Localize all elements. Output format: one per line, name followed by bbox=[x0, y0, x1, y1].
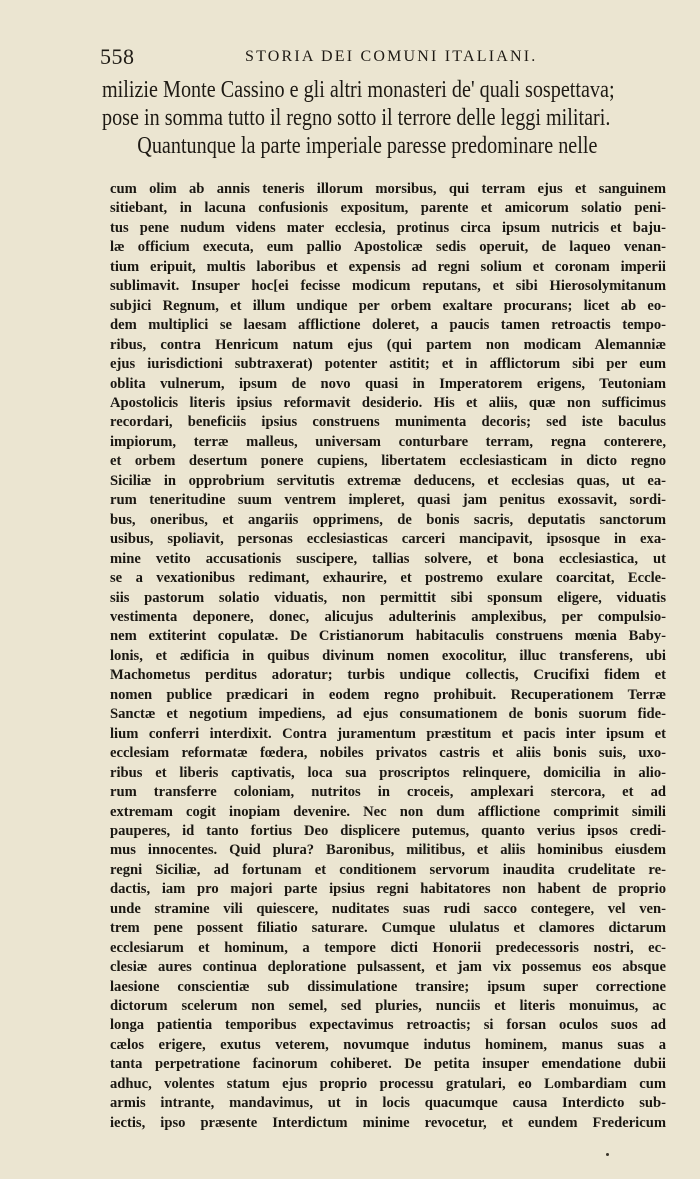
footnote-line: pauperes, id tanto fortius Deo displicere putemus, quanto verius ipsos credi- bbox=[110, 822, 666, 839]
footnote-line: armis intrante, mandavimus, ut in locis quacumque causa Interdicto sub- bbox=[110, 1095, 666, 1112]
footnote-line: recordari, beneficiis ipsius construens munimenta decoris; sed iste baculus bbox=[110, 414, 666, 431]
page-header bbox=[100, 44, 640, 74]
footnote-line: oblita vulnerum, ipsum de novo quasi in Imperatorem erigens, Teutoniam bbox=[110, 375, 666, 392]
footnote-line: vestimenta deponere, donec, alicujus adulterinis amplexibus, per compulsio- bbox=[110, 608, 666, 625]
footnote-line: regni Siciliæ, ad fortunam et conditionem servorum inaudita crudelitate re- bbox=[110, 861, 666, 878]
footnote-line: lium conferri interdixit. Contra juramentum præstitum et pacis inter ipsum et bbox=[110, 725, 666, 742]
footnote-line: usibus, spoliavit, personas ecclesiasticas carceri mancipavit, ipsosque in exa- bbox=[110, 531, 666, 548]
footnote-line: ecclesiam reformatæ fœdera, nobiles privatos castris et aliis bonis suis, uxo- bbox=[110, 745, 666, 762]
footnote-line: dem multiplici se laesam afflictione doleret, a paucis tamen retroactis tempo- bbox=[110, 317, 666, 334]
footnote-line: longa patientia temporibus expectavimus retroactis; si forsan oculos suos ad bbox=[110, 1017, 666, 1034]
footnote-line: dactis, iam pro majori parte ipsius regni habitatores non habent de proprio bbox=[110, 881, 666, 898]
footnote-line: tium eripuit, multis laboribus et expensis ad regni solium et coronam imperii bbox=[110, 258, 666, 275]
footnote-line: unde stramine vili quiescere, nuditates suas rudi sacco contegere, vel ven- bbox=[110, 900, 666, 917]
footnote-line: Apostolicis literis ipsius reformavit desiderio. His et aliis, quæ non sufficimus bbox=[110, 394, 666, 411]
footnote-line: nomen publice prædicari in eodem regno prohibuit. Recuperationem Terræ bbox=[110, 686, 666, 703]
footnote-line: mus innocentes. Quid plura? Baronibus, militibus, et aliis hominibus eiusdem bbox=[110, 842, 666, 859]
footnote bbox=[110, 180, 666, 1133]
footnote-line: nem extiterint copulatæ. De Cristianorum habitaculis construens mœnia Baby- bbox=[110, 628, 666, 645]
footnote-line: laesione conscientiæ sub dissimulatione transire; ipsum super correctione bbox=[110, 978, 666, 995]
footnote-line: iectis, ipso præsente Interdictum minime revocetur, et eundem Fredericum bbox=[110, 1114, 666, 1131]
main-text-line: milizie Monte Cassino e gli altri monasteri de' quali sospettava; bbox=[102, 77, 615, 103]
footnote-line: mine vetito accusationis suscipere, tallias solvere, et bona ecclesiastica, ut bbox=[110, 550, 666, 567]
footnote-line: cum olim ab annis teneris illorum morsibus, qui terram ejus et sanguinem bbox=[110, 181, 666, 197]
footnote-line: extremam cogit inopiam devenire. Nec non dum afflictione comprimit simili bbox=[110, 803, 666, 820]
footnote-line: ribus, contra Henricum natum ejus (qui partem non modicam Alemanniæ bbox=[110, 336, 666, 353]
footnote-line: Machometus perditus adoratur; turbis undique collectis, Crucifixi fidem et bbox=[110, 667, 666, 684]
footnote-line: se a vexationibus redimant, exhaurire, et postremo exulare coarcitat, Eccle- bbox=[110, 570, 666, 587]
footnote-line: subjici Regnum, et illum undique per orbem exaltare procurans; licet ab eo- bbox=[110, 297, 666, 314]
footnote-line: tus pene nudum videns mater ecclesia, protinus circa ipsum nutricis et baju- bbox=[110, 219, 666, 236]
running-title: STORIA DEI COMUNI ITALIANI. bbox=[245, 48, 538, 65]
main-text-line: Quantunque la parte imperiale paresse predominare nelle bbox=[137, 133, 598, 159]
footnote-line: rum teneritudine suum ventrem impleret, quasi jam penitus exossavit, sordi- bbox=[110, 492, 666, 509]
print-speck bbox=[606, 1153, 609, 1156]
footnote-line: sublimavit. Insuper hoc[ei fecisse modicum reputans, et sibi Hierosolymitanum bbox=[110, 278, 666, 295]
footnote-line: Siciliæ in opprobrium servitutis extremæ deducens, et ecclesias quas, ut ea- bbox=[110, 472, 666, 489]
footnote-line: adhuc, volentes statum ejus proprio processu gratulari, eo Lombardiam cum bbox=[110, 1075, 666, 1092]
footnote-line: ecclesiarum et hominum, a tempore dicti Honorii predecessoris nostri, ec- bbox=[110, 939, 666, 956]
main-text bbox=[102, 76, 615, 160]
footnote-line: læ officium executa, eum pallio Apostolicæ sedis operuit, de laqueo venan- bbox=[110, 239, 666, 256]
page-number: 558 bbox=[100, 44, 135, 69]
footnote-line: et orbem desertum ponere cupiens, libertatem ecclesiasticam in dicto regno bbox=[110, 453, 666, 470]
footnote-line: lonis, et ædificia in quibus divinum nomen exocolitur, illuc transferens, ubi bbox=[110, 647, 666, 664]
footnote-line: siis pastorum solatio viduatis, non permittit sibi sponsum eligere, viduatis bbox=[110, 589, 666, 606]
footnote-line: bus, oneribus, et angariis opprimens, de bonis sacris, deputatis sanctorum bbox=[110, 511, 666, 528]
main-text-line: pose in somma tutto il regno sotto il terrore delle leggi militari. bbox=[102, 105, 611, 131]
footnote-line: cælos erigere, exutus veterem, novumque indutus hominem, manus suas a bbox=[110, 1036, 666, 1053]
footnote-line: dictorum scelerum non semel, sed pluries, nunciis et literis monuimus, ac bbox=[110, 998, 666, 1015]
footnote-line: Sanctæ et negotium impediens, ad ejus consumationem de bonis suorum fide- bbox=[110, 706, 666, 723]
footnote-line: ejus iurisdictioni subtraxerat) potenter astitit; et in afflictorum sibi per eum bbox=[110, 356, 666, 373]
footnote-line: sitiebant, in lacuna confusionis expositum, parente et amicorum solatio peni- bbox=[110, 200, 666, 217]
footnote-line: ribus et liberis captivatis, loca sua proscriptos relinquere, domicilia in alio- bbox=[110, 764, 666, 781]
footnote-line: tanta perpetratione facinorum cohiberet. De petita insuper emendatione dubii bbox=[110, 1056, 666, 1073]
footnote-line: clesiæ aures continua deploratione pulsassent, et jam vix possemus eos absque bbox=[110, 959, 666, 976]
footnote-line: rum transferre coloniam, nutritos in croceis, amplexari stercora, et ad bbox=[110, 784, 666, 801]
footnote-line: trem pene possent filiatio saturare. Cumque ululatus et clamores dictarum bbox=[110, 920, 666, 937]
footnote-line: impiorum, terræ malleus, universam conturbare terram, regna conterere, bbox=[110, 433, 666, 450]
